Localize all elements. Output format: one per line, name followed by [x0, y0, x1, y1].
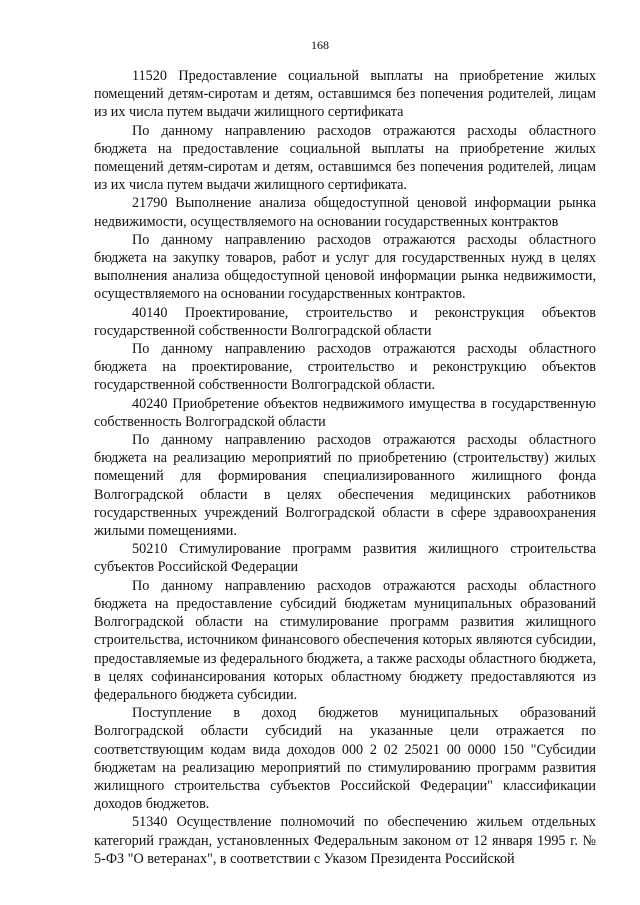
page-number: 168: [311, 38, 329, 52]
paragraph-heading-40240: 40240 Приобретение объектов недвижимого имущества в государственную собственность Волгоградской области: [94, 395, 596, 430]
paragraph-description-21790: По данному направлению расходов отражаются расходы областного бюджета на закупку товаров, работ и услуг для государственных нужд в целях выполнения анализа общедоступной ценовой информации рынка недвижимости, осуществляемого на основании государственных контрактов.: [94, 231, 596, 303]
paragraph-description-40140: По данному направлению расходов отражаются расходы областного бюджета на проектирование, строительство и реконструкцию объектов государственной собственности Волгоградской области.: [94, 341, 596, 394]
paragraph-heading-40140: 40140 Проектирование, строительство и реконструкция объектов государственной собственности Волгоградской области: [94, 304, 596, 339]
paragraph-heading-50210: 50210 Стимулирование программ развития жилищного строительства субъектов Российской Федерации: [94, 541, 596, 576]
document-body: [94, 67, 596, 868]
paragraph-heading-11520: 11520 Предоставление социальной выплаты на приобретение жилых помещений детям-сиротам и детям, оставшимся без попечения родителей, лицам из их числа путем выдачи жилищного сертификата: [94, 68, 596, 121]
paragraph-heading-21790: 21790 Выполнение анализа общедоступной ценовой информации рынка недвижимости, осуществляемого на основании государственных контрактов: [94, 195, 596, 230]
paragraph-description-50210: По данному направлению расходов отражаются расходы областного бюджета на предоставление субсидий бюджетам муниципальных образований Волгоградской области на стимулирование программ развития жилищного строительства, источником финансового обеспечения которых являются субсидии, предоставляемые из федерального бюджета, а также расходы областного бюджета, в целях софинансирования которых областному бюджету предоставляются из федерального бюджета субсидии.: [94, 577, 596, 703]
paragraph-revenue-note-50210: Поступление в доход бюджетов муниципальных образований Волгоградской области субсидий на указанные цели отражается по соответствующим кодам вида доходов 000 2 02 25021 00 0000 150 "Субсидии бюджетам на реализацию мероприятий по стимулированию программ развития жилищного строительства субъектов Российской Федерации" классификации доходов бюджетов.: [94, 705, 596, 813]
paragraph-heading-51340: 51340 Осуществление полномочий по обеспечению жильем отдельных категорий граждан, установленных Федеральным законом от 12 января 1995 г. № 5-ФЗ "О ветеранах", в соответствии с Указом Президента Российской: [94, 814, 596, 867]
paragraph-description-11520: По данному направлению расходов отражаются расходы областного бюджета на предоставление социальной выплаты на приобретение жилых помещений детям-сиротам и детям, оставшимся без попечения родителей, лицам из их числа путем выдачи жилищного сертификата.: [94, 122, 596, 194]
paragraph-description-40240: По данному направлению расходов отражаются расходы областного бюджета на реализацию мероприятий по приобретению (строительству) жилых помещений для формирования специализированного жилищного фонда Волгоградской области в целях обеспечения медицинских работников государственных учреждений Волгоградской области в сфере здравоохранения жилыми помещениями.: [94, 432, 596, 540]
